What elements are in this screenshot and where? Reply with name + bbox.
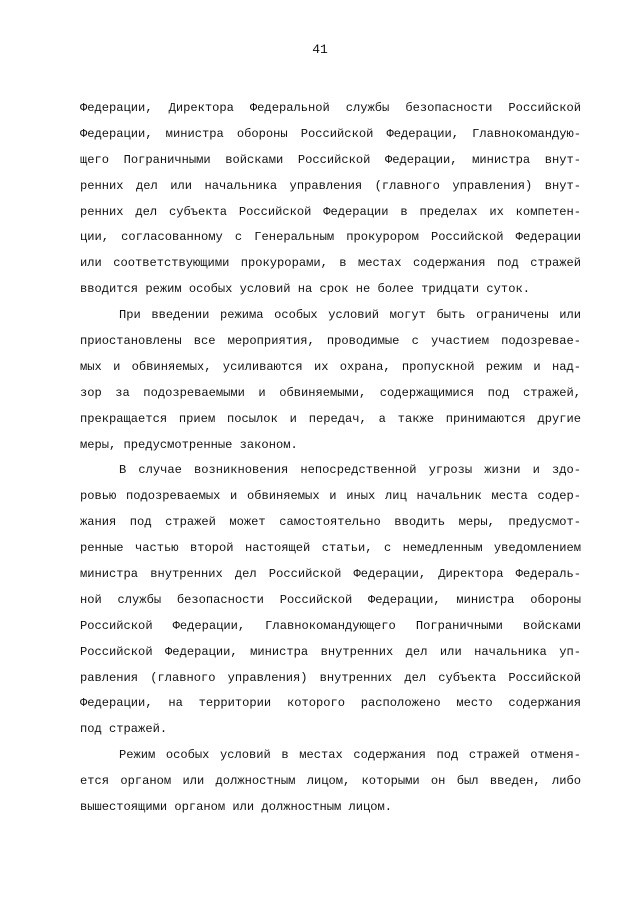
text-line: ренних дел или начальника управления (главного управления) внут- (80, 178, 581, 193)
text-line: Федерации, министра обороны Российской Федерации, Главнокомандую- (80, 126, 581, 141)
text-line: вводится режим особых условий на срок не более тридцати суток. (80, 282, 530, 297)
document-body (80, 96, 581, 821)
text-line: прекращается прием посылок и передач, а также принимаются другие (80, 411, 581, 426)
text-line: мых и обвиняемых, усиливаются их охрана, пропускной режим и над- (80, 359, 581, 374)
text-line: вышестоящими органом или должностным лицом. (80, 800, 393, 815)
text-line: ренные частью второй настоящей статьи, с немедленным уведомлением (80, 541, 581, 556)
text-line: равления (главного управления) внутренних дел субъекта Российской (80, 670, 581, 685)
text-line: Федерации, на территории которого расположено место содержания (80, 696, 581, 711)
text-line: министра внутренних дел Российской Федерации, Директора Федераль- (80, 567, 581, 582)
paragraph-3 (80, 458, 581, 743)
text-line: Режим особых условий в местах содержания под стражей отменя- (119, 748, 581, 763)
text-line: жания под стражей может самостоятельно вводить меры, предусмот- (80, 515, 581, 530)
text-line: меры, предусмотренные законом. (80, 437, 298, 452)
text-line: ренних дел субъекта Российской Федерации в пределах их компетен- (80, 204, 581, 219)
text-line: или соответствующими прокурорами, в местах содержания под стражей (80, 256, 581, 271)
text-line: щего Пограничными войсками Российской Федерации, министра внут- (80, 152, 581, 167)
text-line: ции, согласованному с Генеральным прокурором Российской Федерации (80, 230, 581, 245)
text-line: зор за подозреваемыми и обвиняемыми, содержащимися под стражей, (80, 385, 581, 400)
paragraph-2 (80, 303, 581, 458)
text-line: Российской Федерации, Главнокомандующего Пограничными войсками (80, 618, 581, 633)
text-line: При введении режима особых условий могут быть ограничены или (119, 308, 581, 323)
text-line: ется органом или должностным лицом, которыми он был введен, либо (80, 774, 581, 789)
text-line: ной службы безопасности Российской Федерации, министра обороны (80, 592, 581, 607)
text-line: Российской Федерации, министра внутренних дел или начальника уп- (80, 644, 581, 659)
paragraph-4 (80, 743, 581, 821)
page-number: 41 (312, 42, 328, 57)
text-line: приостановлены все мероприятия, проводимые с участием подозревае- (80, 334, 581, 349)
text-line: Федерации, Директора Федеральной службы безопасности Российской (80, 101, 581, 115)
paragraph-1 (80, 96, 581, 303)
text-line: под стражей. (80, 722, 168, 737)
text-line: В случае возникновения непосредственной угрозы жизни и здо- (119, 463, 581, 478)
text-line: ровью подозреваемых и обвиняемых и иных лиц начальник места содер- (80, 489, 581, 504)
